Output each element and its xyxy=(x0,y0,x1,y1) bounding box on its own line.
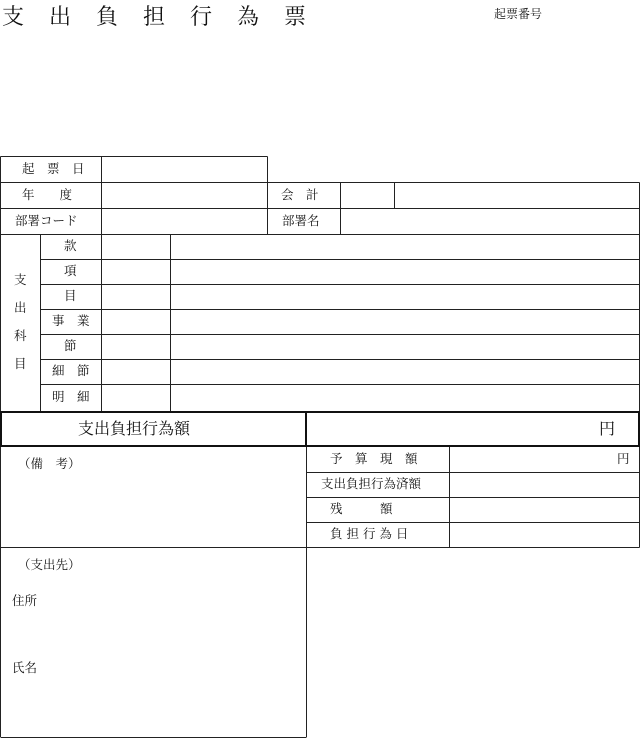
accounting-label: 会 計 xyxy=(281,187,319,202)
voucher-number-label: 起票番号 xyxy=(494,7,543,21)
issue-date-label: 起 票 日 xyxy=(22,161,85,176)
category-item: 款 xyxy=(64,238,77,253)
category-item: 事 業 xyxy=(52,313,90,328)
expenditure-category-char: 出 xyxy=(14,300,27,315)
remaining-label: 残 額 xyxy=(330,501,393,516)
amount-currency-unit: 円 xyxy=(599,419,616,438)
payee-name-label: 氏名 xyxy=(12,660,38,675)
commitment-amount-label: 支出負担行為額 xyxy=(78,419,191,438)
commitment-date-label: 負 担 行 為 日 xyxy=(330,526,409,541)
department-name-label: 部署名 xyxy=(282,213,320,228)
category-item: 節 xyxy=(64,338,77,353)
expenditure-category-char: 支 xyxy=(14,272,27,287)
category-item: 明 細 xyxy=(52,389,90,404)
payee-label: （支出先） xyxy=(18,557,81,572)
category-item: 項 xyxy=(64,263,77,278)
current-budget-unit: 円 xyxy=(617,451,630,466)
remarks-label: （備 考） xyxy=(18,456,81,471)
category-item: 目 xyxy=(64,288,77,303)
document-title: 支 出 負 担 行 為 票 xyxy=(2,5,315,30)
current-budget-label: 予 算 現 額 xyxy=(330,451,418,466)
expenditure-category-char: 目 xyxy=(14,356,27,371)
payee-address-label: 住所 xyxy=(12,593,38,608)
department-code-label: 部署コード xyxy=(15,213,78,228)
committed-amount-label: 支出負担行為済額 xyxy=(321,476,422,491)
fiscal-year-label: 年 度 xyxy=(22,187,73,202)
expenditure-category-char: 科 xyxy=(14,328,27,343)
category-item: 細 節 xyxy=(52,363,90,378)
